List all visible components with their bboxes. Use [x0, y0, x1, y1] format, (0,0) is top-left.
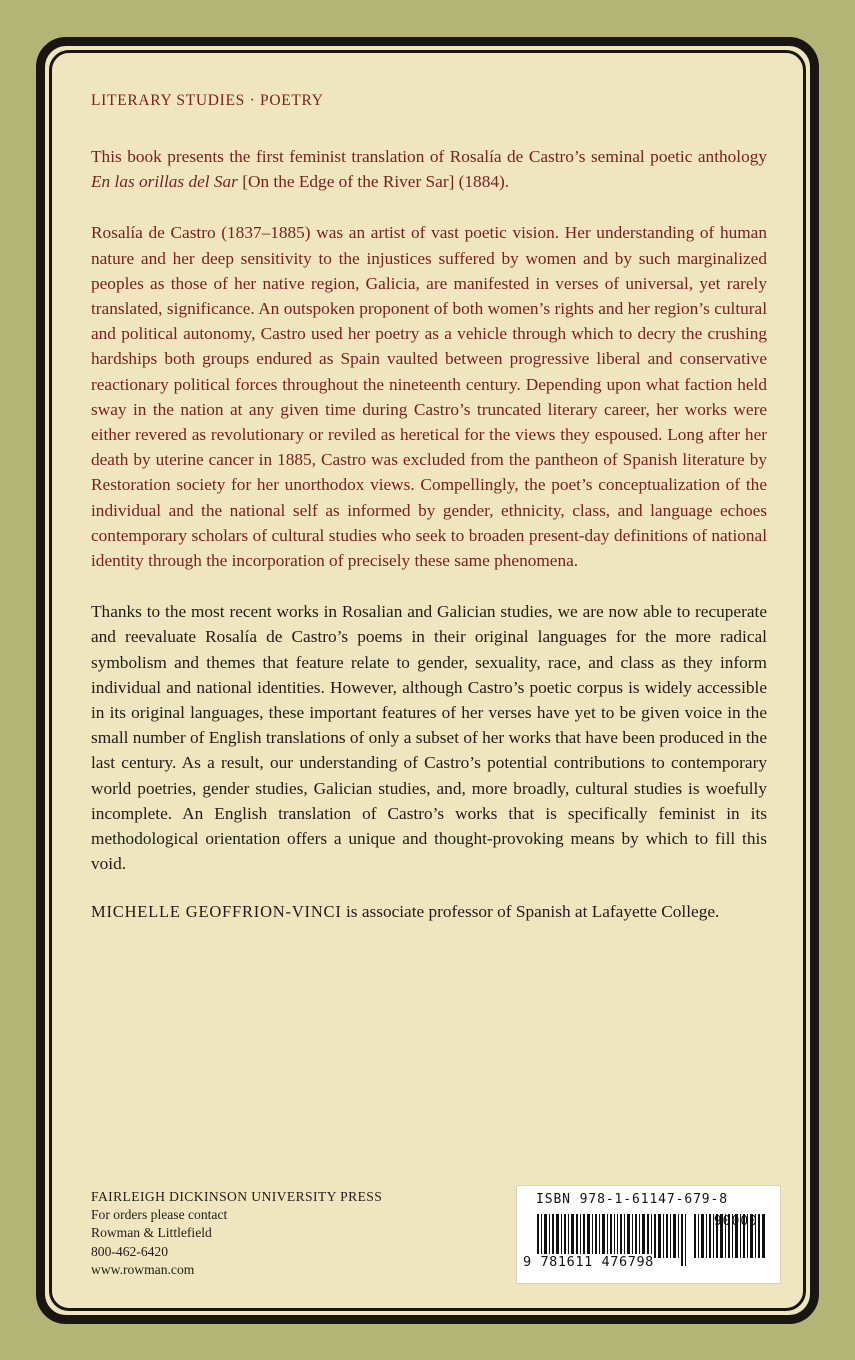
barcode-digits: 9 781611 476798: [523, 1254, 654, 1270]
publisher-name: FAIRLEIGH DICKINSON UNIVERSITY PRESS: [91, 1189, 383, 1204]
isbn-text: ISBN 978-1-61147-679-8: [536, 1192, 728, 1207]
description-paragraph-1: Rosalía de Castro (1837–1885) was an artist of vast poetic vision. Her understanding of human nature and her deep sensitivity to the injustices suffered by women and by such marginalized peoples as those of her native region, Galicia, are manifested in verses of universal, yet rarely translated, significance. An outspoken proponent of both women’s rights and her region’s cultural and political autonomy, Castro used her poetry as a vehicle through which to decry the crushing hardships both groups endured as Spain vaulted between progressive liberal and conservative reactionary political forces throughout the nineteenth century. Depending upon what faction held sway in the nation at any given time during Castro’s truncated literary career, her works were either revered as revolutionary or reviled as heretical for the views they espoused. Long after her death by uterine cancer in 1885, Castro was excluded from the pantheon of Spanish literature by Restoration society for her unorthodox views. Compellingly, the poet’s conceptualization of the individual and the national self as informed by gender, ethnicity, class, and language echoes contemporary scholars of cultural studies who seek to broaden present-day definitions of national identity through the incorporation of precisely these same phenomena.: [91, 223, 767, 571]
distributor-name: Rowman & Littlefield: [91, 1225, 212, 1241]
author-name: MICHELLE GEOFFRION-VINCI: [91, 902, 342, 922]
orders-contact-line: For orders please contact: [91, 1207, 228, 1223]
category-label: LITERARY STUDIES · POETRY: [91, 92, 324, 109]
back-cover-content: [91, 92, 767, 925]
intro-text-end: [On the Edge of the River Sar] (1884).: [237, 172, 510, 192]
publisher-info: [91, 1188, 382, 1279]
intro-text-start: This book presents the first feminist translation of Rosalía de Castro’s seminal poetic anthology: [91, 147, 767, 166]
description-paragraph-2: Thanks to the most recent works in Rosalian and Galician studies, we are now able to recuperate and reevaluate Rosalía de Castro’s poems in their original languages for the more radical symbolism and themes that feature relate to gender, sexuality, race, and class as they inform individual and national identities. However, although Castro’s poetic corpus is widely accessible in its original languages, these important features of her verses have yet to be given voice in the small number of English translations of only a subset of her works that have been produced in the last century. As a result, our understanding of Castro’s potential contributions to contemporary world poetries, gender studies, Galician studies, and, more broadly, cultural studies is woefully incomplete. An English translation of Castro’s works that is specifically feminist in its methodological orientation offers a unique and thought-provoking means by which to fill this void.: [91, 602, 767, 874]
author-bio: [91, 899, 767, 924]
barcode-box: [516, 1185, 781, 1284]
intro-paragraph: [91, 144, 767, 194]
book-title-italic: En las orillas del Sar: [91, 172, 238, 192]
phone-number: 800-462-6420: [91, 1243, 169, 1259]
author-bio-text: is associate professor of Spanish at Lafayette College.: [341, 902, 720, 922]
price-code: 90000: [713, 1214, 758, 1229]
website: www.rowman.com: [91, 1261, 195, 1277]
